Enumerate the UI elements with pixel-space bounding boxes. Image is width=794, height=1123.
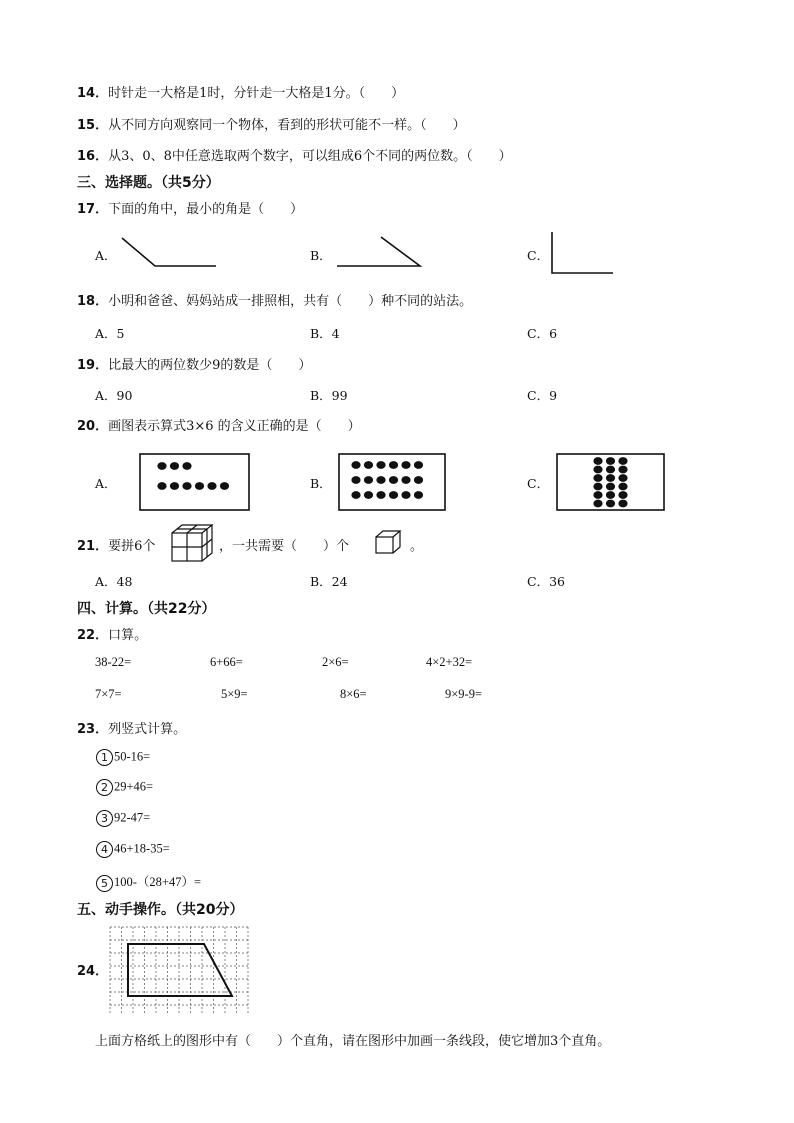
option-b[interactable]: B． [310,476,332,491]
option-a[interactable]: A． [95,476,117,491]
calc-expression: 100-（28+47）= [114,875,202,889]
option-c[interactable]: C．36 [527,574,565,589]
section-title-calculation: 四、计算。（共22分） [77,601,216,617]
circled-number: 4 [96,841,113,858]
vertical-calc-item [96,779,153,796]
grid-paper-figure [108,925,250,1015]
vertical-calc-item [96,810,150,827]
dot [618,457,627,465]
option-b[interactable]: B．24 [310,574,348,589]
dot [618,474,627,482]
dot [414,491,423,499]
dot [593,466,602,474]
dot [401,491,410,499]
dot [351,491,360,499]
dot [157,462,166,470]
dot [606,466,615,474]
dot [606,491,615,499]
question-number: 14． [77,86,109,101]
dot [593,483,602,491]
dot [170,482,179,490]
trapezoid-shape [128,944,232,996]
question-21-end: 。 [410,539,424,554]
dot [593,457,602,465]
calc-expression: 92-47= [114,810,151,825]
question-number: 19． [77,358,109,373]
question-number: 20． [77,419,109,434]
calc-expression: 46+18-35= [114,841,170,856]
question-number: 22． [77,628,109,643]
cube-icon [374,529,402,555]
dot [182,482,191,490]
dot [593,491,602,499]
option-a[interactable]: A． [95,248,117,263]
question-text: 比最大的两位数少9的数是（ ） [108,358,312,373]
question-24 [77,960,108,979]
question-number: 16． [77,149,109,164]
mental-calc-item: 4×2+32= [426,655,473,669]
question-21 [77,535,155,554]
circled-number: 3 [96,810,113,827]
dot [364,491,373,499]
dot [157,482,166,490]
dot [414,476,423,484]
dot [593,474,602,482]
section-title-choice: 三、选择题。（共5分） [77,175,220,191]
question-text: 下面的角中，最小的角是（ ） [108,202,304,217]
dot [606,500,615,508]
question-22 [77,624,147,643]
dot-diagrams [0,0,794,520]
dot [593,500,602,508]
dot [618,500,627,508]
dot [618,483,627,491]
dot [207,482,216,490]
question-number: 23． [77,722,109,737]
circled-number: 2 [96,779,113,796]
dot [351,461,360,469]
question-text: 要拼6个 [108,539,156,554]
option-a[interactable]: A．48 [95,574,133,589]
question-text: 列竖式计算。 [108,722,187,737]
dot [401,476,410,484]
dot [414,461,423,469]
dot [389,476,398,484]
dot [606,457,615,465]
option-c[interactable]: C．6 [527,326,558,341]
dot [170,462,179,470]
dot [376,461,385,469]
question-number: 24． [77,964,109,979]
dot [606,483,615,491]
dot [389,491,398,499]
dot [618,466,627,474]
dot [401,461,410,469]
mental-calc-item: 9×9-9= [445,687,483,701]
question-text: 从3、0、8中任意选取两个数字，可以组成6个不同的两位数。（ ） [108,149,512,164]
question-text: 画图表示算式3×6 的含义正确的是（ ） [108,419,361,434]
dots-a [157,462,229,490]
section-title-hands-on: 五、动手操作。（共20分） [77,902,244,918]
mental-calc-item: 8×6= [340,687,367,701]
question-number: 21． [77,539,109,554]
dot [376,476,385,484]
dot [376,491,385,499]
dot [182,462,191,470]
option-c[interactable]: C． [527,248,550,263]
vertical-calc-item [96,749,150,766]
question-number: 18． [77,294,109,309]
question-text: 口算。 [108,628,148,643]
option-c[interactable]: C．9 [527,388,558,403]
vertical-calc-item [96,872,201,892]
dot [364,461,373,469]
option-b[interactable]: B．99 [310,388,348,403]
question-number: 15． [77,118,109,133]
question-number: 17． [77,202,109,217]
dot [364,476,373,484]
dots-b [351,461,423,499]
dot [195,482,204,490]
cube-stack-icon [170,523,216,563]
dot [618,491,627,499]
mental-calc-item: 7×7= [95,687,122,701]
mental-calc-item: 38-22= [95,655,132,669]
calc-expression: 29+46= [114,779,154,794]
mental-calc-item: 5×9= [221,687,248,701]
option-b[interactable]: B． [310,248,332,263]
mental-calc-item: 6+66= [210,655,243,669]
dot [351,476,360,484]
vertical-calc-item [96,841,170,858]
question-24-text: 上面方格纸上的图形中有（ ）个直角，请在图形中加画一条线段，使它增加3个直角。 [95,1034,611,1049]
question-text: 从不同方向观察同一个物体，看到的形状可能不一样。（ ） [108,118,466,133]
option-a[interactable]: A．90 [95,388,133,403]
option-c[interactable]: C． [527,476,550,491]
calc-expression: 50-16= [114,749,151,764]
circled-number: 1 [96,749,113,766]
mental-calc-item: 2×6= [322,655,349,669]
option-b[interactable]: B．4 [310,326,340,341]
question-23 [77,718,186,737]
circled-number: 5 [96,875,113,892]
dot [220,482,229,490]
question-text: 时针走一大格是1时，分针走一大格是1分。（ ） [108,86,405,101]
dot [606,474,615,482]
dots-c [593,457,627,507]
question-21-middle: ，一共需要（ ）个 [219,539,350,554]
dot-box-a [140,454,249,510]
dot [389,461,398,469]
option-a[interactable]: A．5 [95,326,125,341]
question-text: 小明和爸爸、妈妈站成一排照相，共有（ ）种不同的站法。 [108,294,473,309]
